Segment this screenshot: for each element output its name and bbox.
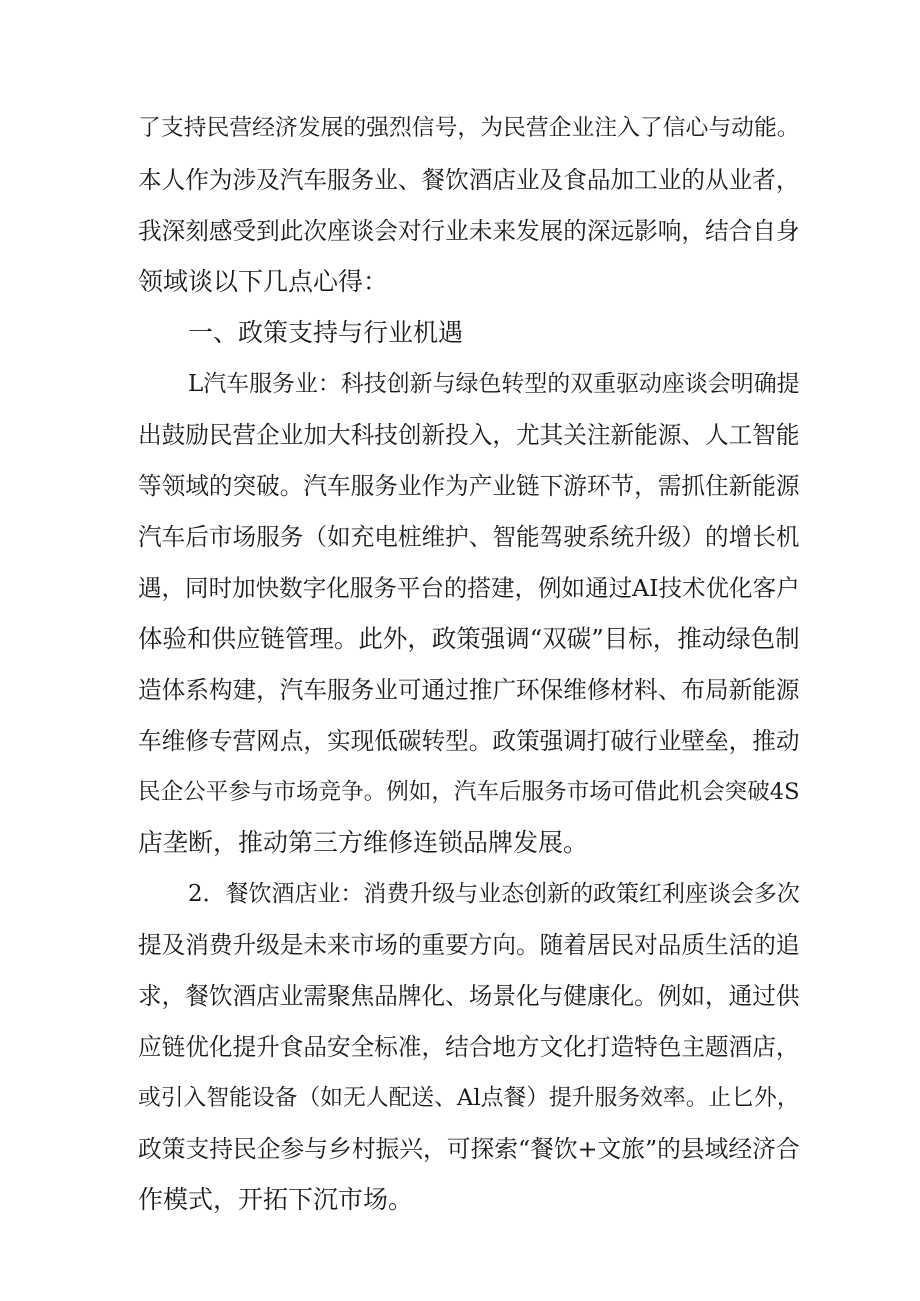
heading-text: 一、政策支持与行业机遇	[188, 318, 464, 347]
line-text: 车维修专营网点，实现低碳转型。政策强调打破行业壁垒，推动	[138, 727, 800, 755]
line-text: 出鼓励民营企业加大科技创新投入，尤其关注新能源、人工智能	[138, 421, 800, 449]
line-text: 民企公平参与市场竞争。例如，汽车后服务市场可借此机会突破4S	[138, 779, 800, 805]
line-text: 求，餐饮酒店业需聚焦品牌化、场景化与健康化。例如，通过供	[138, 982, 800, 1010]
line-text: 作模式，开拓下沉市场。	[138, 1185, 414, 1214]
line-text: 我深刻感受到此次座谈会对行业未来发展的深远影响，结合自身	[138, 217, 800, 245]
line-text: 领域谈以下几点心得：	[138, 267, 389, 296]
line-text: 店垄断，推动第三方维修连锁品牌发展。	[138, 828, 589, 857]
line-text: 应链优化提升食品安全标准，结合地方文化打造特色主题酒店，	[138, 1033, 800, 1061]
line-text: 政策支持民企参与乡村振兴，可探索“餐饮+文旅”的县域经济合	[138, 1135, 800, 1163]
line-text: 造体系构建，汽车服务业可通过推广环保维修材料、布局新能源	[138, 676, 800, 704]
line-text: 体验和供应链管理。此外，政策强调“双碳”目标，推动绿色制	[138, 624, 800, 653]
line-text: 等领域的突破。汽车服务业作为产业链下游环节，需抓住新能源	[138, 472, 800, 500]
line-text: 了支持民营经济发展的强烈信号，为民营企业注入了信心与动能。	[138, 115, 800, 141]
line-text: 汽车后市场服务（如充电桩维护、智能驾驶系统升级）的增长机	[138, 523, 800, 551]
line-text: 2．餐饮酒店业：消费升级与业态创新的政策红利座谈会多次	[188, 881, 800, 907]
line-text: 本人作为涉及汽车服务业、餐饮酒店业及食品加工业的从业者，	[138, 166, 800, 194]
line-text: L汽车服务业：科技创新与绿色转型的双重驱动座谈会明确提	[188, 371, 800, 397]
line-text: 或引入智能设备（如无人配送、Al点餐）提升服务效率。止匕外，	[138, 1085, 800, 1111]
line-text: 遇，同时加快数字化服务平台的搭建，例如通过AI技术优化客户	[138, 574, 800, 602]
line-text: 提及消费升级是未来市场的重要方向。随着居民对品质生活的追	[138, 931, 800, 959]
